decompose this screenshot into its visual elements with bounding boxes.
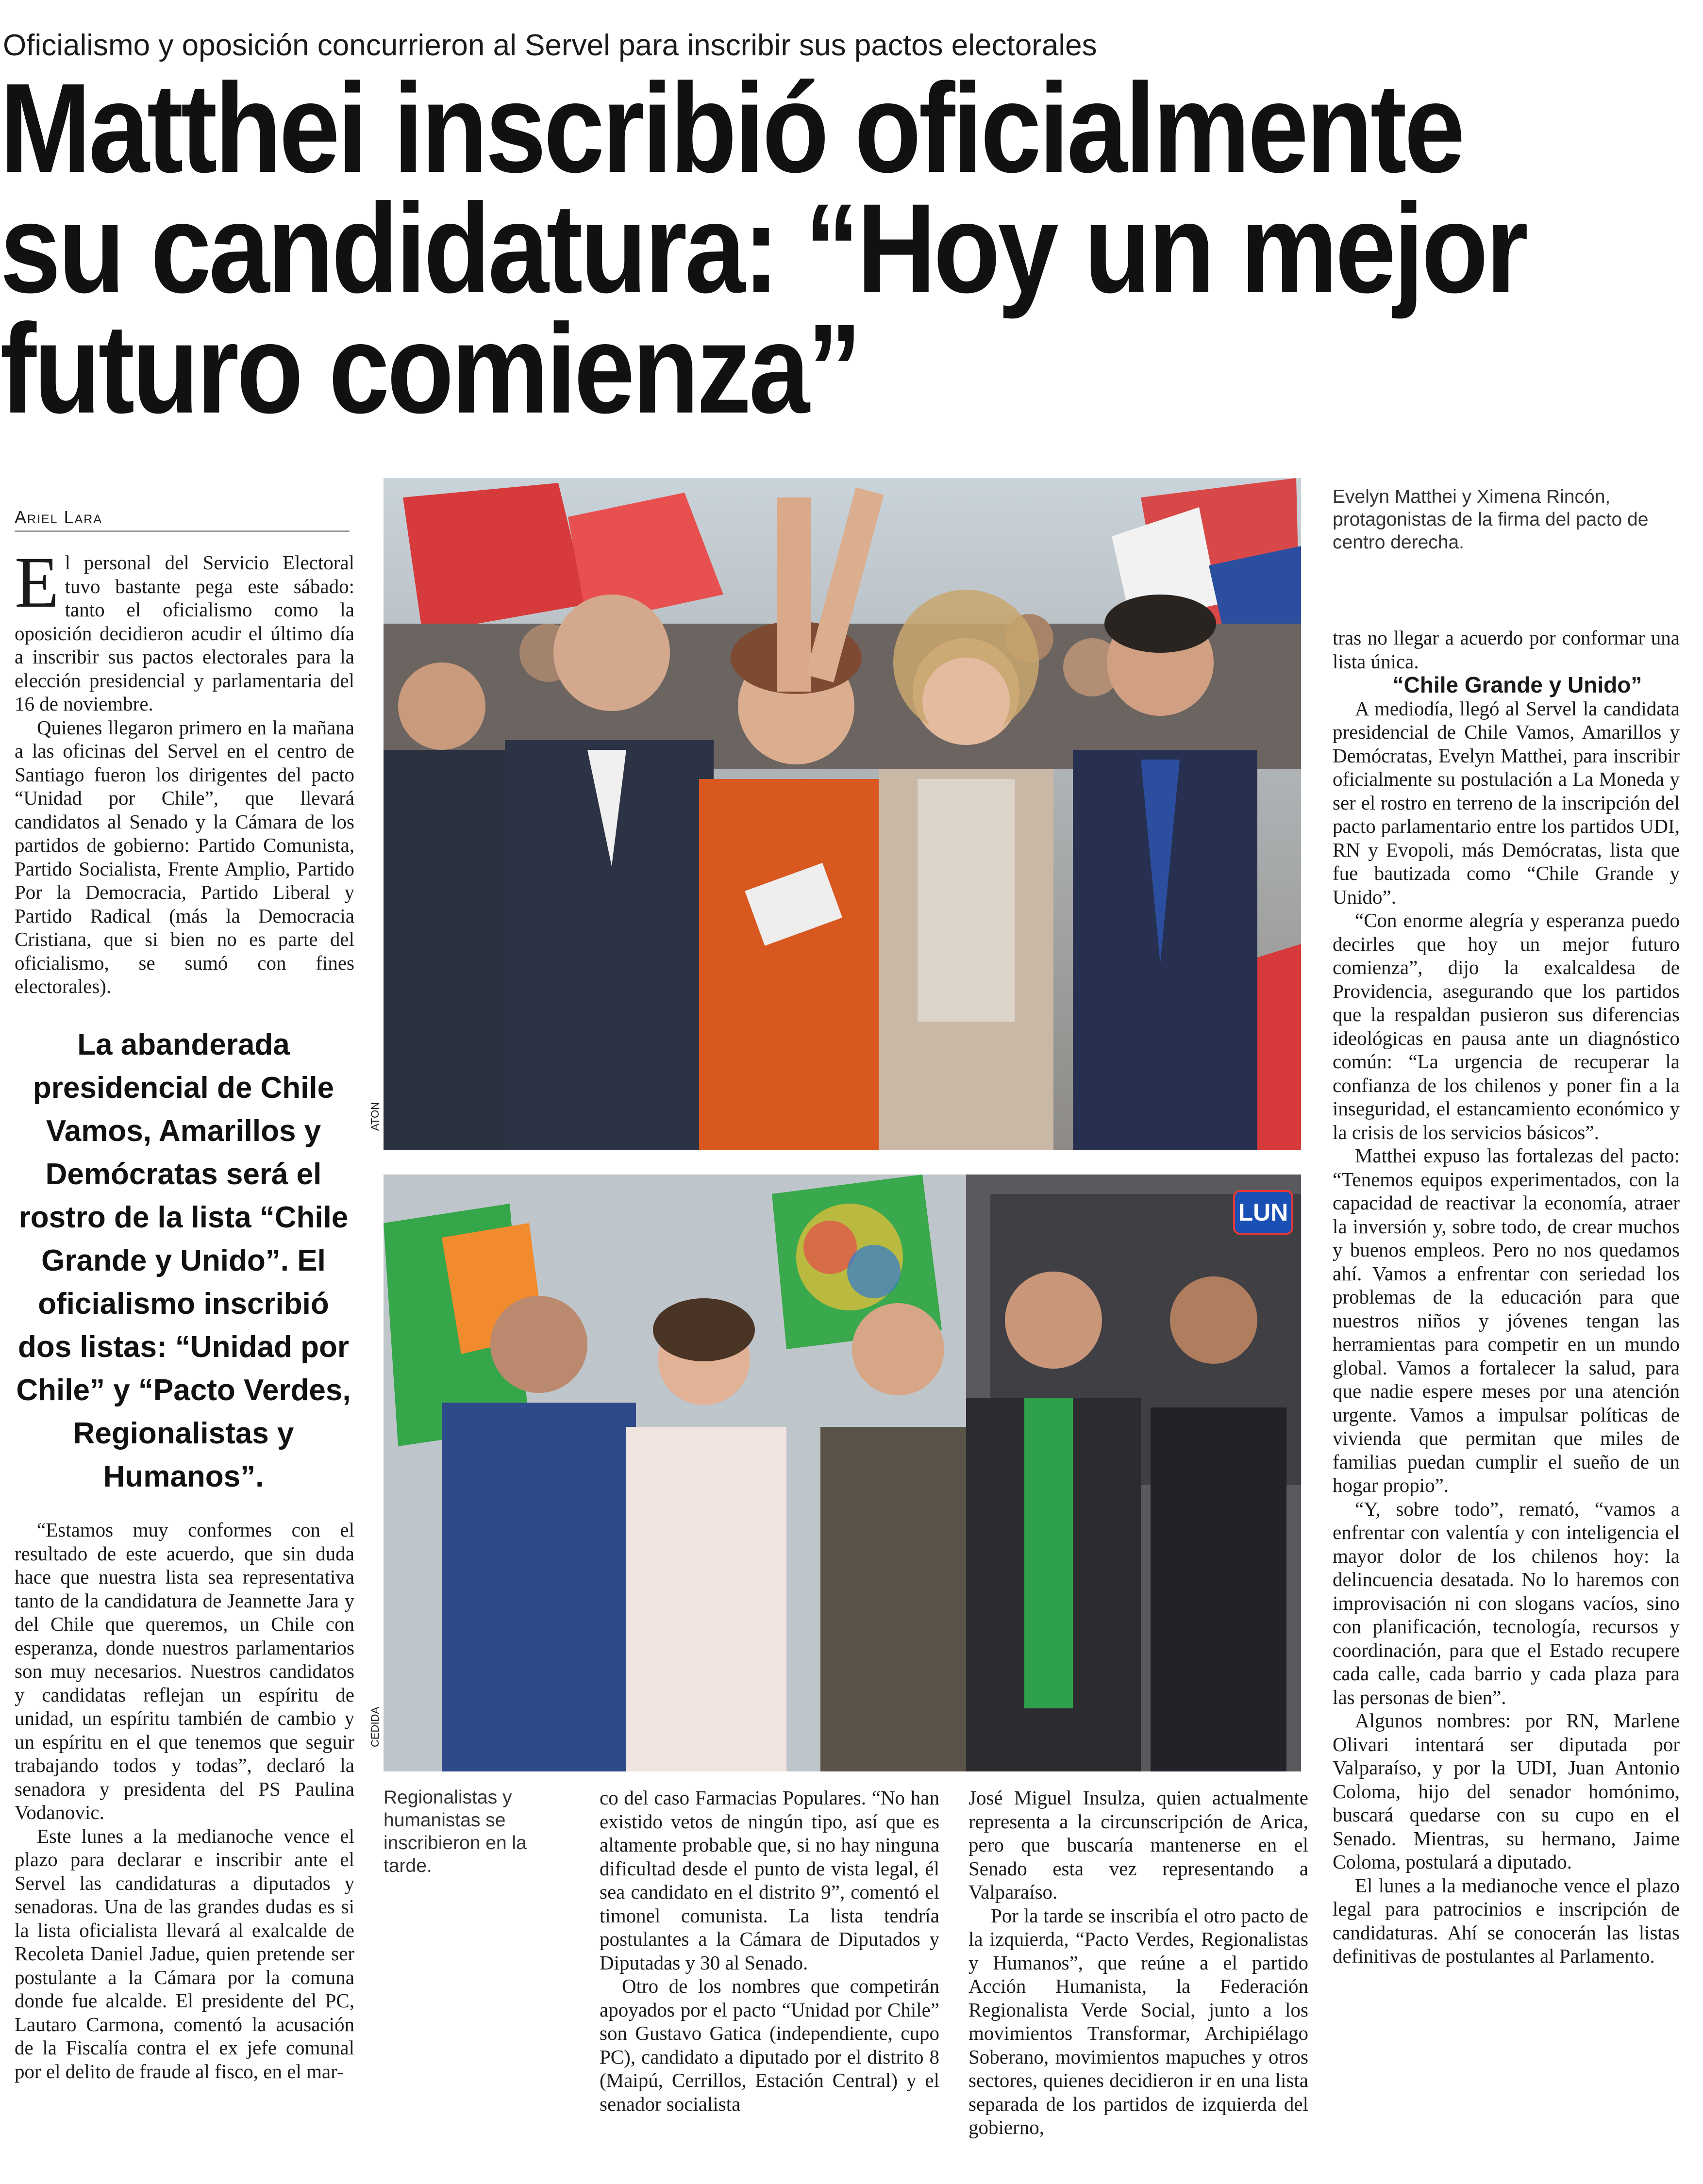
paragraph: “Estamos muy conformes con el resultado de este acuerdo, que sin duda hace que nuestra lista sea representativa tanto de la candidatura de Jeannette Jara y del Chile que queremos, un Chile con esperanza, donde nuestros parlamentarios son muy necesarios. Nuestros candidatos y candidatas reflejan un espíritu de unidad, un espíritu también de cambio y un espíritu en el que tenemos que seguir trabajando todos y todas”, declaró la senadora y presidenta del PS Paulina Vodanovic.: [15, 1519, 354, 1823]
paragraph: Quienes llegaron primero en la mañana a las oficinas del Servel en el centro de Santiago fueron los dirigentes del pacto “Unidad por Chile”, que llevará candidatos al Senado y la Cámara de los partidos de gobierno: Partido Comunista, Partido Socialista, Frente Amplio, Partido Por la Democracia, Partido Liberal y Partido Radical (más la Democracia Cristiana, que si bien no es parte del oficialismo, se sumó con fines electorales).: [15, 716, 354, 997]
kicker: Oficialismo y oposición concurrieron al Servel para inscribir sus pactos electorales: [3, 29, 1097, 62]
paragraph: “Con enorme alegría y esperanza puedo decirles que hoy un mejor futuro comienza”, dijo la exalcaldesa de Providencia, asegurando que los partidos que la respaldan pusieron sus diferencias ideológicas en pausa ante un diagnóstico común: “La urgencia de recuperar la confianza de los chilenos y poner fin a la inseguridad, el estancamiento económico y la crisis de los servicios básicos”.: [1333, 909, 1680, 1143]
paragraph: José Miguel Insulza, quien actualmente representa a la circunscripción de Arica, pero que buscaría mantenerse en el Senado esta vez representando a Valparaíso.: [968, 1787, 1308, 1903]
column-4: [1333, 626, 1680, 1968]
caption-photo-1: Evelyn Matthei y Ximena Rincón, protagonistas de la firma del pacto de centro derecha.: [1333, 486, 1649, 553]
photo-matthei-rincon: [384, 478, 1301, 1150]
photo-credit: CEDIDA: [369, 1706, 381, 1747]
lun-logo: LUN: [1233, 1190, 1293, 1235]
paragraph: “Y, sobre todo”, remató, “vamos a enfrentar con valentía y con inteligencia el mayor dolor de los chilenos hoy: la delincuencia desatada. No lo haremos con improvisación ni con slogans vacíos, sino con planificación, tecnología, recursos y coordinación, para que el Estado recupere cada calle, cada barrio y cada plaza para las personas de bien”.: [1333, 1497, 1680, 1708]
paragraph-text: l personal del Servicio Electoral tuvo bastante pega este sábado: tanto el oficialismo como la oposición decidieron acudir el último día a inscribir sus pactos electorales para la elección presidencial y parlamentaria del 16 de noviembre.: [15, 551, 354, 715]
photo-illustration: [384, 1175, 1301, 1771]
paragraph: Matthei expuso las fortalezas del pacto: “Tenemos equipos experimentados, con la capacidad de reactivar la economía, atraer la inversión y, sobre todo, de crear muchos y buenos empleos. Pero no nos quedamos ahí. Vamos a enfrentar con seriedad los problemas de la educación para que nuestros niños y jóvenes tengan las herramientas para competir en un mundo global. Vamos a fortalecer la salud, para que nadie espere meses por una atención urgente. Vamos a impulsar políticas de vivienda que permitan que miles de familias puedan cumplir el sueño de un hogar propio”.: [1333, 1144, 1680, 1496]
photo-illustration: [384, 478, 1301, 1150]
paragraph: tras no llegar a acuerdo por conformar una lista única.: [1333, 627, 1680, 673]
byline: Ariel Lara: [15, 507, 350, 532]
subheading: “Chile Grande y Unido”: [1392, 672, 1642, 697]
paragraph: Este lunes a la medianoche vence el plazo para declarar e inscribir ante el Servel las candidaturas a diputados y senadoras. Una de las grandes dudas es si la lista oficialista llevará al exalcalde de Recoleta Daniel Jadue, quien pretende ser postulante a la Cámara por la comuna donde fue alcalde. El presidente del PC, Lautaro Carmona, comentó la acusación de la Fiscalía contra el ex jefe comunal por el delito de fraude al fisco, en el mar-: [15, 1824, 354, 2083]
column-2: [600, 1786, 939, 2116]
photo-credit: ATON: [369, 1102, 381, 1131]
paragraph: Por la tarde se inscribía el otro pacto de la izquierda, “Pacto Verdes, Regionalistas y Humanos”, que reúne a el partido Acción Humanista, la Federación Regionalista Verde Social, junto a los movimientos Transformar, Archipiélago Soberano, movimientos mapuches y otros sectores, quienes decidieron ir en una lista separada de los partidos de izquierda del gobierno,: [968, 1904, 1308, 2138]
headline-line-1: Matthei inscribió oficialmente: [0, 57, 1463, 199]
column-1-bottom: [15, 1518, 354, 2083]
photo-regionalistas-humanistas: [384, 1175, 1301, 1771]
paragraph: Algunos nombres: por RN, Marlene Olivari intentará ser diputada por Valparaíso, y por la UDI, Juan Antonio Coloma, hijo del senador homónimo, buscará quedarse con su cupo en el Senado. Mientras, su hermano, Jaime Coloma, postulará a diputado.: [1333, 1709, 1680, 1873]
paragraph: Otro de los nombres que competirán apoyados por el pacto “Unidad por Chile” son Gustavo Gatica (independiente, cupo PC), candidato a diputado por el distrito 8 (Maipú, Cerrillos, Estación Central) y el senador socialista: [600, 1975, 939, 2115]
paragraph: co del caso Farmacias Populares. “No han existido vetos de ningún tipo, así que es altamente probable que, si no hay ninguna dificultad desde el punto de vista legal, él sea candidato en el distrito 9”, comentó el timonel comunista. La lista tendría postulantes a la Cámara de Diputados y Diputadas y 30 al Senado.: [600, 1787, 939, 1974]
column-3: [968, 1786, 1308, 2139]
headline-line-3: futuro comienza”: [0, 298, 860, 440]
paragraph: [15, 542, 354, 716]
paragraph: A mediodía, llegó al Servel la candidata presidencial de Chile Vamos, Amarillos y Demócratas, Evelyn Matthei, para inscribir oficialmente su postulación a La Moneda y ser el rostro en terreno de la inscripción del pacto parlamentario entre los partidos UDI, RN y Evopoli, más Demócratas, lista que fue bautizada como “Chile Grande y Unido”.: [1333, 697, 1680, 908]
caption-photo-2: Regionalistas y humanistas se inscribieron en la tarde.: [384, 1787, 527, 1876]
column-1-top: [15, 542, 354, 998]
headline-line-2: su candidatura: “Hoy un mejor: [0, 177, 1526, 319]
headline: [0, 57, 1526, 440]
pull-quote: La abanderada presidencial de Chile Vamos, Amarillos y Demócratas será el rostro de la lista “Chile Grande y Unido”. El oficialismo inscribió dos listas: “Unidad por Chile” y “Pacto Verdes, Regionalistas y Humanos”.: [16, 1028, 351, 1493]
drop-cap: E: [15, 542, 59, 623]
paragraph: El lunes a la medianoche vence el plazo legal para patrocinios e inscripción de candidaturas. Ahí se conocerán las listas definitivas de postulantes al Parlamento.: [1333, 1874, 1680, 1967]
